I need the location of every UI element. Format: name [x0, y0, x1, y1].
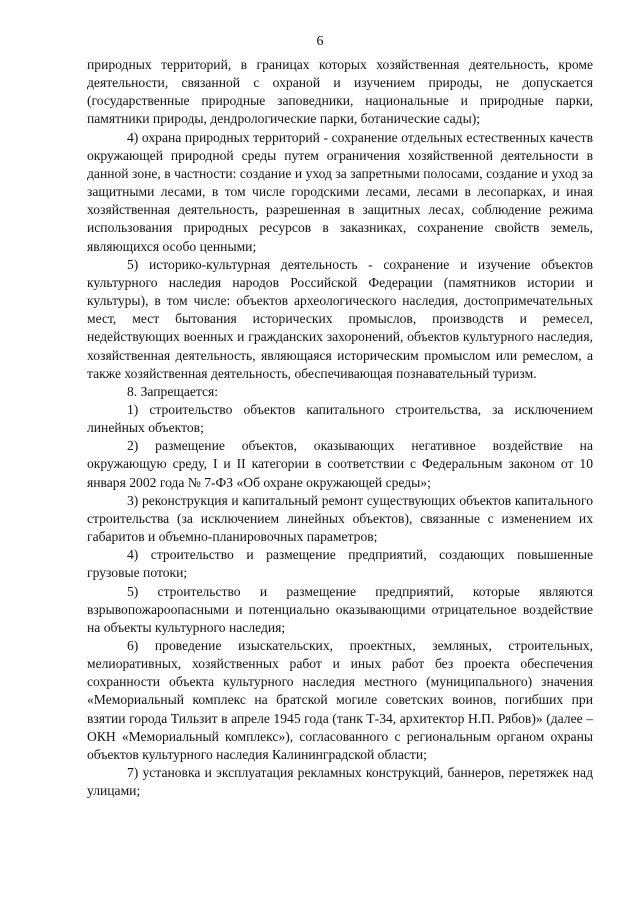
paragraph-prohibited-2: 2) размещение объектов, оказывающих негативное воздействие на окружающую среду, I и II категории в соответствии с Федеральным законом от 10 января 2002 года № 7-ФЗ «Об охране окружающей среды»;: [87, 438, 593, 490]
document-body: [87, 56, 593, 800]
paragraph-continuation: природных территорий, в границах которых хозяйственная деятельность, кроме деятельности, связанной с охраной и изучением природы, не допускается (государственные природные заповедники, национальные и природные парки, памятники природы, дендрологические парки, ботанические сады);: [87, 57, 593, 127]
paragraph-prohibited-3: 3) реконструкция и капитальный ремонт существующих объектов капитального строительства (за исключением линейных объектов), связанные с изменением их габаритов и объемно-планировочных параметров;: [87, 492, 593, 545]
paragraph-prohibited-6: 6) проведение изыскательских, проектных, земляных, строительных, мелиоративных, хозяйственных работ и иных работ без проекта обеспечения сохранности объекта культурного наследия местного (муниципального) значения «Мемориальный комплекс на братской могиле советских воинов, погибших при взятии города Тильзит в апреле 1945 года (танк Т-34, архитектор Н.П. Рябов)» (далее – ОКН «Мемориальный комплекс»), согласованного с региональным органом охраны объектов культурного наследия Калининградской области;: [87, 638, 593, 762]
paragraph-item-5-historical-cultural: 5) историко-культурная деятельность - сохранение и изучение объектов культурного наследия народов Российской Федерации (памятников истории и культуры), в том числе: объектов археологического наследия, достопримечательных мест, мест бытования исторических промыслов, производств и ремесел, недействующих военных и гражданских захоронений, объектов культурного наследия, хозяйственная деятельность, являющаяся историческим промыслом или ремеслом, а также хозяйственная деятельность, обеспечивающая познавательный туризм.: [87, 256, 593, 381]
paragraph-item-4-nature-protection: 4) охрана природных территорий - сохранение отдельных естественных качеств окружающей природной среды путем ограничения хозяйственной деятельности в данной зоне, в частности: создание и уход за запретными полосами, создание и уход за защитными лесами, в том числе городскими лесами, лесами в лесопарках, и иная хозяйственная деятельность, разрешенная в защитных лесах, соблюдение режима использования природных ресурсов в заказниках, сохранение свойств земель, являющихся особо ценными;: [87, 129, 593, 254]
paragraph-section-8-prohibited: 8. Запрещается:: [127, 383, 219, 399]
paragraph-prohibited-5: 5) строительство и размещение предприятий, которые являются взрывопожароопасными и потенциально оказывающими отрицательное воздействие на объекты культурного наследия;: [87, 583, 593, 635]
page-number: 6: [316, 34, 324, 49]
paragraph-prohibited-1: 1) строительство объектов капитального строительства, за исключением линейных объектов;: [87, 401, 593, 436]
paragraph-prohibited-4: 4) строительство и размещение предприятий, создающих повышенные грузовые потоки;: [87, 547, 593, 581]
paragraph-prohibited-7: 7) установка и эксплуатация рекламных конструкций, баннеров, перетяжек над улицами;: [87, 765, 593, 799]
